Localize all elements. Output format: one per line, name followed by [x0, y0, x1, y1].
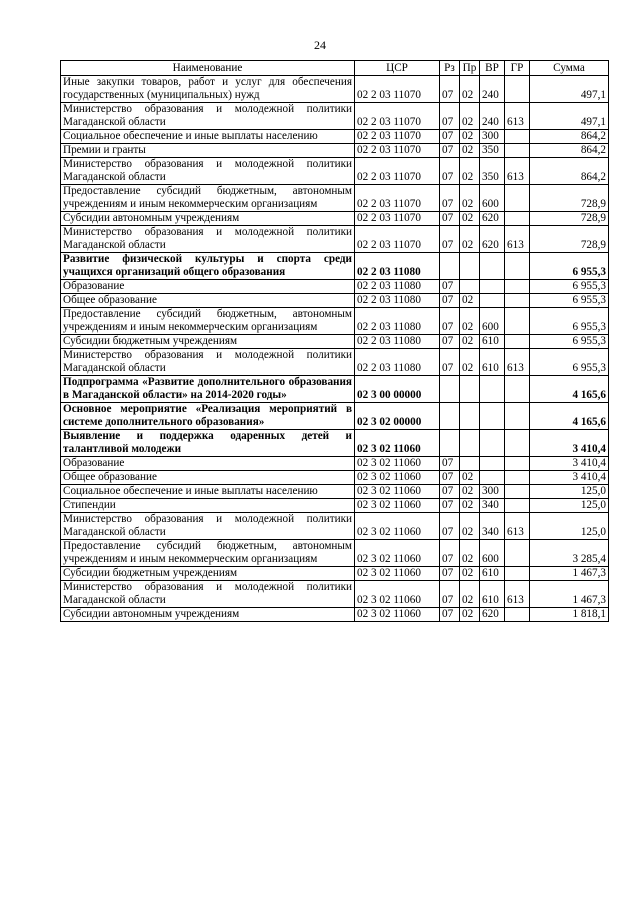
cell-pr: 02	[460, 581, 480, 608]
cell-pr: 02	[460, 540, 480, 567]
cell-name: Социальное обеспечение и иные выплаты населению	[61, 485, 355, 499]
cell-code: 02 2 03 11070	[355, 158, 440, 185]
cell-gr	[505, 376, 530, 403]
cell-sum: 125,0	[530, 513, 609, 540]
cell-vr: 610	[480, 335, 505, 349]
cell-gr	[505, 253, 530, 280]
cell-name: Общее образование	[61, 471, 355, 485]
cell-rz: 07	[440, 144, 460, 158]
cell-rz: 07	[440, 485, 460, 499]
cell-code: 02 3 02 11060	[355, 430, 440, 457]
cell-vr: 340	[480, 499, 505, 513]
cell-gr: 613	[505, 226, 530, 253]
table-row	[61, 212, 609, 226]
cell-code: 02 2 03 11070	[355, 185, 440, 212]
table-row	[61, 294, 609, 308]
cell-rz	[440, 430, 460, 457]
cell-pr: 02	[460, 513, 480, 540]
table-body	[61, 76, 609, 622]
cell-vr: 600	[480, 540, 505, 567]
cell-pr: 02	[460, 349, 480, 376]
cell-gr	[505, 294, 530, 308]
cell-sum: 3 285,4	[530, 540, 609, 567]
cell-code: 02 2 03 11070	[355, 226, 440, 253]
cell-sum: 497,1	[530, 76, 609, 103]
cell-sum: 728,9	[530, 226, 609, 253]
cell-vr: 620	[480, 608, 505, 622]
cell-pr: 02	[460, 471, 480, 485]
cell-code: 02 2 03 11080	[355, 349, 440, 376]
cell-name: Предоставление субсидий бюджетным, автономным учреждениям и иным некоммерческим организациям	[61, 185, 355, 212]
cell-code: 02 3 02 11060	[355, 457, 440, 471]
cell-vr: 300	[480, 130, 505, 144]
cell-name: Подпрограмма «Развитие дополнительного образования в Магаданской области» на 2014-2020 годы»	[61, 376, 355, 403]
cell-vr: 610	[480, 349, 505, 376]
cell-name: Министерство образования и молодежной политики Магаданской области	[61, 158, 355, 185]
header-code: ЦСР	[355, 61, 440, 76]
cell-gr	[505, 185, 530, 212]
cell-rz	[440, 253, 460, 280]
cell-sum: 864,2	[530, 130, 609, 144]
cell-gr	[505, 485, 530, 499]
table-row	[61, 308, 609, 335]
table-row	[61, 485, 609, 499]
header-name: Наименование	[61, 61, 355, 76]
cell-rz: 07	[440, 608, 460, 622]
cell-pr: 02	[460, 76, 480, 103]
table-row	[61, 349, 609, 376]
cell-code: 02 3 02 11060	[355, 471, 440, 485]
cell-code: 02 3 02 11060	[355, 608, 440, 622]
cell-pr: 02	[460, 212, 480, 226]
table-row	[61, 376, 609, 403]
cell-rz: 07	[440, 457, 460, 471]
cell-code: 02 3 00 00000	[355, 376, 440, 403]
cell-rz: 07	[440, 185, 460, 212]
cell-gr	[505, 567, 530, 581]
cell-gr	[505, 471, 530, 485]
cell-name: Министерство образования и молодежной политики Магаданской области	[61, 581, 355, 608]
cell-code: 02 2 03 11080	[355, 294, 440, 308]
cell-rz: 07	[440, 581, 460, 608]
cell-rz: 07	[440, 130, 460, 144]
table-row	[61, 567, 609, 581]
table-row	[61, 226, 609, 253]
cell-pr: 02	[460, 335, 480, 349]
cell-name: Образование	[61, 457, 355, 471]
cell-vr: 620	[480, 212, 505, 226]
cell-code: 02 3 02 11060	[355, 499, 440, 513]
table-row	[61, 457, 609, 471]
cell-vr	[480, 253, 505, 280]
cell-rz: 07	[440, 103, 460, 130]
cell-name: Министерство образования и молодежной политики Магаданской области	[61, 103, 355, 130]
cell-pr: 02	[460, 294, 480, 308]
cell-sum: 4 165,6	[530, 403, 609, 430]
cell-pr: 02	[460, 608, 480, 622]
cell-vr	[480, 280, 505, 294]
cell-rz: 07	[440, 158, 460, 185]
cell-code: 02 3 02 11060	[355, 540, 440, 567]
cell-code: 02 3 02 11060	[355, 581, 440, 608]
budget-table	[60, 60, 609, 622]
cell-pr: 02	[460, 103, 480, 130]
cell-code: 02 2 03 11070	[355, 144, 440, 158]
cell-code: 02 2 03 11080	[355, 280, 440, 294]
cell-sum: 6 955,3	[530, 349, 609, 376]
cell-rz: 07	[440, 226, 460, 253]
cell-sum: 728,9	[530, 185, 609, 212]
cell-gr	[505, 130, 530, 144]
cell-code: 02 2 03 11080	[355, 335, 440, 349]
cell-code: 02 3 02 11060	[355, 485, 440, 499]
cell-name: Социальное обеспечение и иные выплаты населению	[61, 130, 355, 144]
table-row	[61, 185, 609, 212]
cell-pr: 02	[460, 308, 480, 335]
cell-vr	[480, 430, 505, 457]
cell-sum: 4 165,6	[530, 376, 609, 403]
cell-rz	[440, 403, 460, 430]
table-row	[61, 103, 609, 130]
cell-vr: 340	[480, 513, 505, 540]
cell-gr	[505, 430, 530, 457]
cell-rz: 07	[440, 471, 460, 485]
cell-code: 02 2 03 11070	[355, 130, 440, 144]
cell-sum: 6 955,3	[530, 253, 609, 280]
cell-rz: 07	[440, 280, 460, 294]
cell-vr: 240	[480, 103, 505, 130]
cell-gr: 613	[505, 581, 530, 608]
table-row	[61, 76, 609, 103]
cell-name: Субсидии автономным учреждениям	[61, 608, 355, 622]
cell-gr: 613	[505, 513, 530, 540]
cell-gr	[505, 280, 530, 294]
cell-vr: 610	[480, 581, 505, 608]
table-row	[61, 513, 609, 540]
cell-name: Общее образование	[61, 294, 355, 308]
cell-gr: 613	[505, 158, 530, 185]
cell-name: Иные закупки товаров, работ и услуг для обеспечения государственных (муниципальных) нужд	[61, 76, 355, 103]
cell-rz: 07	[440, 294, 460, 308]
cell-pr	[460, 457, 480, 471]
table-row	[61, 130, 609, 144]
cell-sum: 1 467,3	[530, 581, 609, 608]
cell-sum: 3 410,4	[530, 471, 609, 485]
header-gr: ГР	[505, 61, 530, 76]
cell-vr	[480, 471, 505, 485]
cell-vr: 620	[480, 226, 505, 253]
table-row	[61, 335, 609, 349]
cell-rz: 07	[440, 349, 460, 376]
cell-pr: 02	[460, 185, 480, 212]
table-row	[61, 581, 609, 608]
cell-sum: 6 955,3	[530, 280, 609, 294]
cell-sum: 1 467,3	[530, 567, 609, 581]
cell-code: 02 3 02 00000	[355, 403, 440, 430]
cell-code: 02 2 03 11080	[355, 253, 440, 280]
cell-rz: 07	[440, 540, 460, 567]
cell-pr	[460, 376, 480, 403]
cell-gr	[505, 76, 530, 103]
header-sum: Сумма	[530, 61, 609, 76]
cell-gr	[505, 499, 530, 513]
cell-name: Субсидии бюджетным учреждениям	[61, 335, 355, 349]
cell-pr	[460, 430, 480, 457]
cell-name: Стипендии	[61, 499, 355, 513]
cell-gr	[505, 608, 530, 622]
cell-name: Развитие физической культуры и спорта среди учащихся организаций общего образования	[61, 253, 355, 280]
cell-name: Выявление и поддержка одаренных детей и талантливой молодежи	[61, 430, 355, 457]
cell-vr	[480, 294, 505, 308]
cell-pr: 02	[460, 567, 480, 581]
table-row	[61, 499, 609, 513]
cell-name: Основное мероприятие «Реализация мероприятий в системе дополнительного образования»	[61, 403, 355, 430]
header-pr: Пр	[460, 61, 480, 76]
cell-gr	[505, 335, 530, 349]
cell-code: 02 3 02 11060	[355, 567, 440, 581]
cell-sum: 3 410,4	[530, 430, 609, 457]
table-row	[61, 280, 609, 294]
cell-name: Министерство образования и молодежной политики Магаданской области	[61, 226, 355, 253]
cell-gr: 613	[505, 103, 530, 130]
cell-pr: 02	[460, 130, 480, 144]
cell-vr: 610	[480, 567, 505, 581]
cell-vr: 350	[480, 144, 505, 158]
cell-vr	[480, 376, 505, 403]
cell-gr	[505, 144, 530, 158]
cell-pr: 02	[460, 499, 480, 513]
cell-sum: 125,0	[530, 499, 609, 513]
cell-sum: 125,0	[530, 485, 609, 499]
cell-name: Образование	[61, 280, 355, 294]
table-row	[61, 608, 609, 622]
table-row	[61, 144, 609, 158]
cell-pr: 02	[460, 158, 480, 185]
cell-pr	[460, 280, 480, 294]
cell-sum: 6 955,3	[530, 308, 609, 335]
cell-code: 02 2 03 11080	[355, 308, 440, 335]
table-row	[61, 403, 609, 430]
table-row	[61, 471, 609, 485]
cell-pr	[460, 253, 480, 280]
cell-code: 02 2 03 11070	[355, 212, 440, 226]
cell-gr	[505, 540, 530, 567]
cell-rz: 07	[440, 76, 460, 103]
cell-sum: 1 818,1	[530, 608, 609, 622]
cell-vr: 350	[480, 158, 505, 185]
cell-vr	[480, 457, 505, 471]
header-vr: ВР	[480, 61, 505, 76]
cell-name: Субсидии автономным учреждениям	[61, 212, 355, 226]
cell-sum: 864,2	[530, 144, 609, 158]
cell-rz: 07	[440, 513, 460, 540]
cell-rz: 07	[440, 335, 460, 349]
cell-gr	[505, 457, 530, 471]
cell-vr: 240	[480, 76, 505, 103]
cell-rz: 07	[440, 308, 460, 335]
cell-gr: 613	[505, 349, 530, 376]
cell-pr: 02	[460, 144, 480, 158]
cell-rz	[440, 376, 460, 403]
cell-gr	[505, 403, 530, 430]
cell-name: Министерство образования и молодежной политики Магаданской области	[61, 513, 355, 540]
cell-sum: 3 410,4	[530, 457, 609, 471]
table-row	[61, 540, 609, 567]
cell-gr	[505, 212, 530, 226]
cell-rz: 07	[440, 499, 460, 513]
cell-name: Премии и гранты	[61, 144, 355, 158]
cell-name: Министерство образования и молодежной политики Магаданской области	[61, 349, 355, 376]
cell-code: 02 3 02 11060	[355, 513, 440, 540]
cell-rz: 07	[440, 212, 460, 226]
cell-vr: 600	[480, 185, 505, 212]
cell-sum: 497,1	[530, 103, 609, 130]
cell-vr: 600	[480, 308, 505, 335]
table-row	[61, 430, 609, 457]
page-number: 24	[314, 38, 326, 52]
cell-rz: 07	[440, 567, 460, 581]
cell-name: Предоставление субсидий бюджетным, автономным учреждениям и иным некоммерческим организациям	[61, 308, 355, 335]
cell-pr: 02	[460, 226, 480, 253]
table-header-row	[61, 61, 609, 76]
cell-sum: 6 955,3	[530, 335, 609, 349]
header-rz: Рз	[440, 61, 460, 76]
cell-vr: 300	[480, 485, 505, 499]
cell-code: 02 2 03 11070	[355, 103, 440, 130]
cell-code: 02 2 03 11070	[355, 76, 440, 103]
cell-sum: 864,2	[530, 158, 609, 185]
cell-sum: 6 955,3	[530, 294, 609, 308]
cell-name: Субсидии бюджетным учреждениям	[61, 567, 355, 581]
cell-pr	[460, 403, 480, 430]
cell-gr	[505, 308, 530, 335]
table-row	[61, 158, 609, 185]
cell-vr	[480, 403, 505, 430]
cell-name: Предоставление субсидий бюджетным, автономным учреждениям и иным некоммерческим организациям	[61, 540, 355, 567]
table-row	[61, 253, 609, 280]
cell-pr: 02	[460, 485, 480, 499]
cell-sum: 728,9	[530, 212, 609, 226]
